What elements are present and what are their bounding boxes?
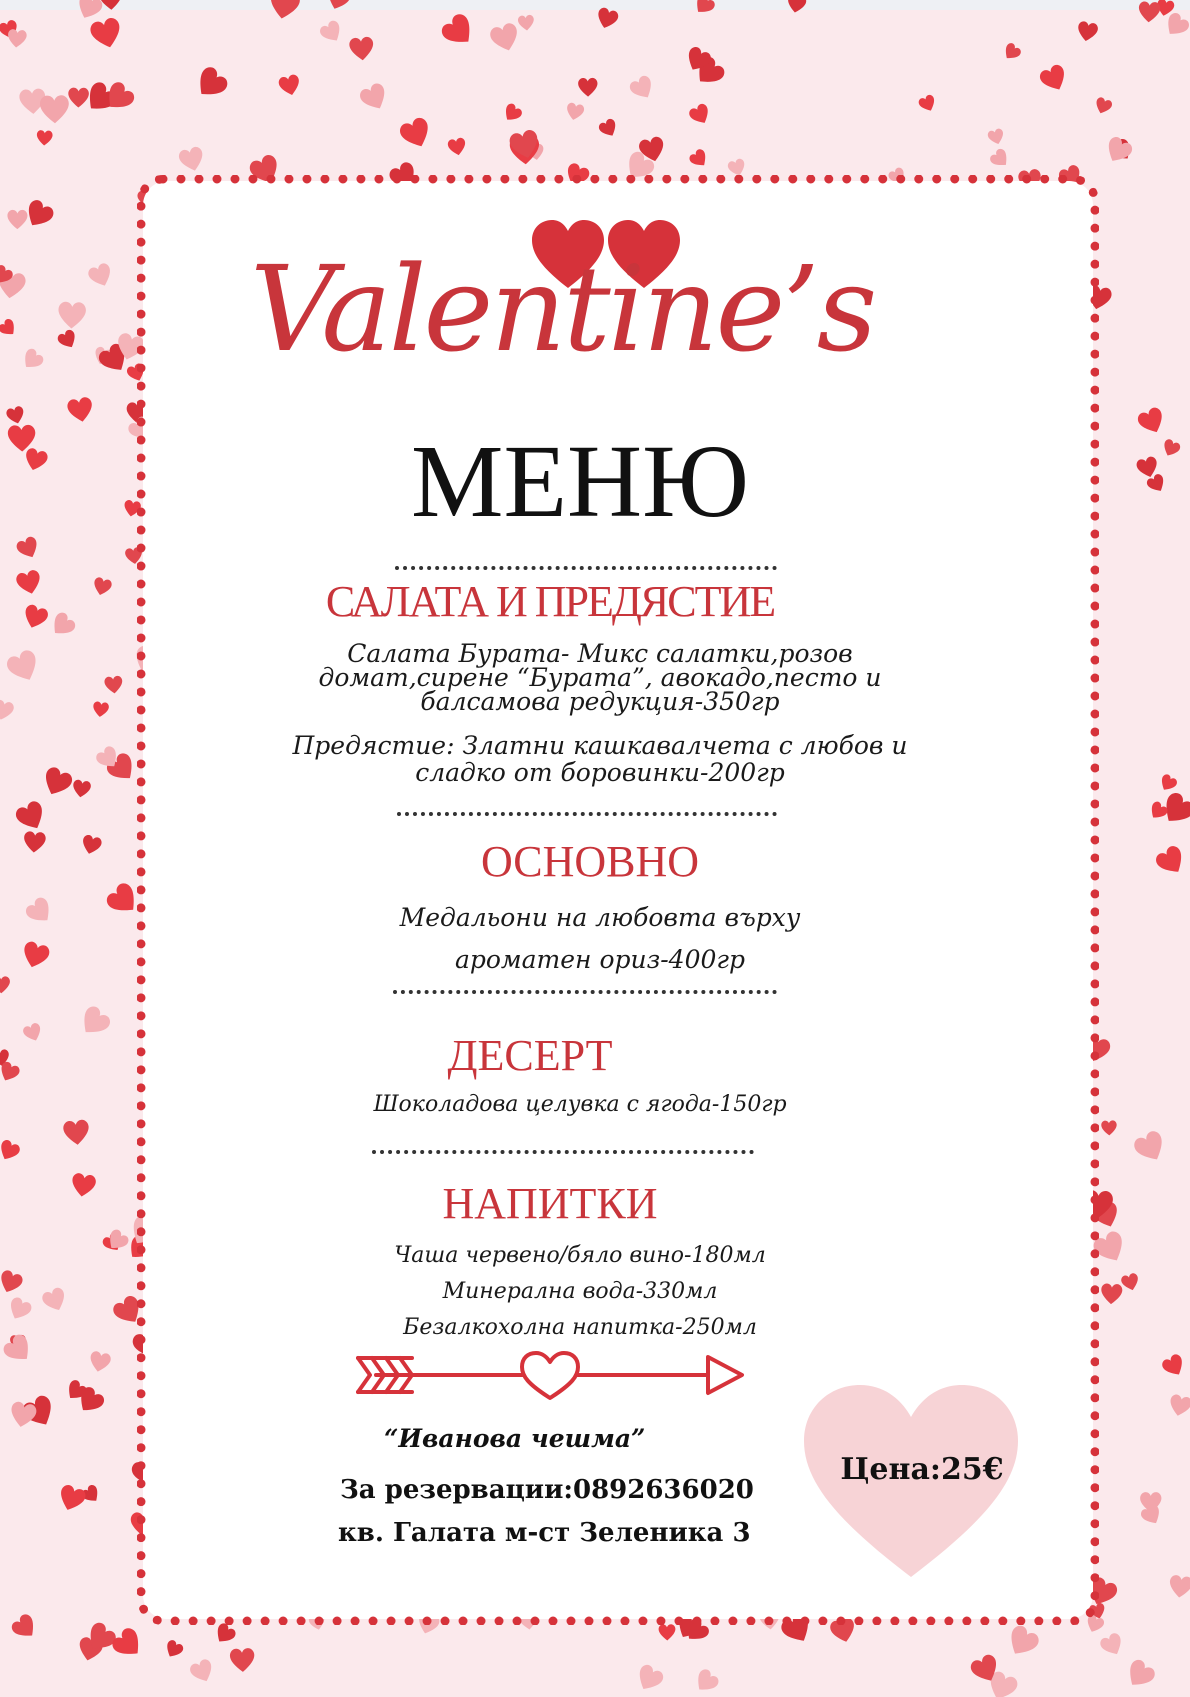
valentines-script-title: Valentine’s — [250, 240, 875, 378]
confetti-heart-icon — [91, 576, 112, 597]
confetti-heart-icon — [75, 1003, 113, 1041]
confetti-heart-icon — [786, 0, 807, 14]
confetti-heart-icon — [518, 14, 535, 31]
confetti-heart-icon — [47, 610, 78, 641]
confetti-heart-icon — [40, 1286, 69, 1315]
confetti-heart-icon — [4, 648, 43, 686]
section-title-main: ОСНОВНО — [480, 837, 700, 886]
reservations-phone[interactable]: За резервации:0892636020 — [340, 1475, 754, 1505]
confetti-heart-icon — [278, 74, 302, 98]
confetti-heart-icon — [40, 95, 70, 124]
main-line-1: Медальони на любовта върху — [399, 903, 801, 932]
confetti-heart-icon — [7, 210, 27, 229]
confetti-heart-icon — [1, 1332, 37, 1368]
confetti-heart-icon — [109, 1625, 147, 1663]
drinks-line-1: Чаша червено/бяло вино-180мл — [394, 1243, 766, 1268]
confetti-heart-icon — [88, 1350, 112, 1373]
confetti-heart-icon — [688, 147, 711, 170]
confetti-heart-icon — [0, 317, 19, 339]
confetti-heart-icon — [1122, 1657, 1158, 1693]
confetti-heart-icon — [595, 6, 620, 31]
confetti-heart-icon — [92, 701, 109, 718]
confetti-heart-icon — [349, 36, 375, 61]
drinks-line-3: Безалкохолна напитка-250мл — [403, 1315, 757, 1340]
confetti-heart-icon — [988, 147, 1012, 171]
confetti-heart-icon — [0, 976, 10, 993]
confetti-heart-icon — [36, 130, 53, 146]
confetti-heart-icon — [15, 569, 43, 597]
section-title-dessert: ДЕСЕРТ — [447, 1031, 613, 1080]
confetti-heart-icon — [21, 603, 50, 631]
starters-description — [260, 639, 940, 716]
confetti-heart-icon — [191, 64, 231, 104]
confetti-heart-icon — [439, 11, 480, 52]
confetti-heart-icon — [397, 115, 434, 151]
confetti-heart-icon — [324, 0, 352, 12]
divider — [395, 566, 777, 570]
confetti-heart-icon — [1001, 41, 1023, 63]
confetti-heart-icon — [163, 1639, 185, 1661]
confetti-heart-icon — [318, 19, 345, 46]
confetti-heart-icon — [0, 1138, 22, 1163]
confetti-heart-icon — [1147, 800, 1170, 823]
confetti-heart-icon — [1100, 1283, 1122, 1304]
confetti-heart-icon — [58, 301, 87, 329]
confetti-heart-icon — [1093, 96, 1113, 116]
confetti-heart-icon — [8, 425, 36, 452]
confetti-heart-icon — [0, 1269, 24, 1296]
price-label: Цена:25€ — [840, 1452, 1004, 1487]
main-description — [340, 897, 860, 981]
confetti-heart-icon — [23, 895, 56, 928]
confetti-heart-icon — [80, 834, 103, 856]
confetti-heart-icon — [0, 699, 15, 722]
confetti-heart-icon — [565, 102, 585, 122]
drinks-line-2: Минерална вода-330мл — [442, 1279, 718, 1304]
confetti-heart-icon — [1131, 1129, 1169, 1167]
confetti-heart-icon — [1102, 135, 1135, 167]
menu-title: МЕНЮ — [411, 424, 749, 539]
confetti-heart-icon — [1101, 1120, 1117, 1135]
confetti-heart-icon — [230, 1648, 255, 1673]
confetti-heart-icon — [63, 1119, 91, 1146]
appetizer-description — [260, 732, 940, 786]
confetti-heart-icon — [5, 1296, 33, 1324]
confetti-heart-icon — [1098, 1631, 1126, 1659]
starters-line-3: балсамова редукция-350гр — [420, 687, 780, 716]
confetti-heart-icon — [1120, 1272, 1141, 1292]
confetti-heart-icon — [1160, 1352, 1188, 1379]
starters-line-1: Салата Бурата- Микс салатки,розов — [347, 639, 853, 668]
confetti-heart-icon — [1161, 11, 1190, 41]
confetti-heart-icon — [7, 29, 27, 49]
confetti-heart-icon — [5, 405, 26, 425]
confetti-heart-icon — [56, 1483, 88, 1514]
drinks-description — [320, 1238, 840, 1346]
divider — [397, 812, 777, 816]
confetti-heart-icon — [0, 1060, 21, 1084]
confetti-heart-icon — [13, 799, 49, 834]
confetti-heart-icon — [22, 447, 49, 473]
confetti-heart-icon — [212, 1621, 238, 1647]
confetti-heart-icon — [687, 102, 713, 127]
confetti-heart-icon — [72, 779, 92, 799]
starters-line-4: Предястие: Златни кашкавалчета с любов и — [292, 731, 908, 760]
confetti-heart-icon — [1153, 843, 1189, 879]
confetti-heart-icon — [70, 1172, 97, 1198]
confetti-heart-icon — [917, 93, 938, 113]
confetti-heart-icon — [578, 78, 598, 97]
confetti-heart-icon — [691, 1667, 721, 1697]
section-title-drinks: НАПИТКИ — [442, 1179, 658, 1228]
confetti-heart-icon — [22, 1022, 44, 1044]
confetti-heart-icon — [1168, 1574, 1190, 1599]
confetti-heart-icon — [987, 128, 1006, 147]
confetti-heart-icon — [20, 940, 51, 971]
starters-line-2: домат,сирене “Бурата”, авокадо,песто и — [318, 663, 882, 692]
confetti-heart-icon — [1160, 438, 1181, 459]
confetti-heart-icon — [447, 137, 467, 157]
confetti-heart-icon — [15, 535, 42, 562]
section-title-starters: САЛАТА И ПРЕДЯСТИЕ — [325, 577, 775, 626]
confetti-heart-icon — [633, 1663, 666, 1695]
confetti-heart-icon — [68, 87, 89, 107]
confetti-heart-icon — [99, 0, 123, 10]
arrow-heart-icon — [356, 1348, 748, 1402]
confetti-heart-icon — [628, 74, 658, 103]
confetti-heart-icon — [1138, 1, 1161, 23]
confetti-heart-icon — [1003, 1623, 1042, 1661]
confetti-heart-icon — [66, 396, 94, 424]
confetti-heart-icon — [1167, 1393, 1190, 1418]
confetti-heart-icon — [86, 262, 115, 290]
confetti-heart-icon — [501, 102, 524, 125]
confetti-heart-icon — [1157, 773, 1178, 794]
divider — [372, 1150, 754, 1154]
confetti-heart-icon — [104, 675, 123, 694]
confetti-heart-icon — [188, 1658, 216, 1686]
divider — [393, 990, 777, 994]
confetti-heart-icon — [691, 0, 717, 18]
confetti-heart-icon — [1076, 21, 1099, 43]
main-line-2: ароматен ориз-400гр — [454, 945, 746, 974]
dessert-line-1: Шоколадова целувка с ягода-150гр — [373, 1092, 787, 1117]
confetti-heart-icon — [1139, 1503, 1164, 1528]
confetti-heart-icon — [23, 831, 46, 853]
confetti-heart-icon — [74, 0, 105, 23]
confetti-heart-icon — [658, 1624, 675, 1641]
confetti-heart-icon — [1038, 63, 1071, 95]
confetti-heart-icon — [358, 81, 391, 114]
confetti-heart-icon — [488, 21, 522, 54]
confetti-heart-icon — [9, 1612, 40, 1643]
confetti-heart-icon — [39, 765, 74, 800]
confetti-heart-icon — [597, 117, 620, 139]
address: кв. Галата м-ст Зеленика 3 — [338, 1518, 751, 1548]
confetti-heart-icon — [1136, 406, 1168, 438]
starters-line-5: сладко от боровинки-200гр — [415, 758, 785, 787]
confetti-heart-icon — [267, 0, 301, 21]
confetti-heart-icon — [89, 16, 125, 51]
confetti-heart-icon — [19, 347, 46, 374]
confetti-heart-icon — [177, 145, 206, 173]
confetti-heart-icon — [56, 328, 79, 351]
venue-name: “Иванова чешма” — [384, 1424, 646, 1453]
